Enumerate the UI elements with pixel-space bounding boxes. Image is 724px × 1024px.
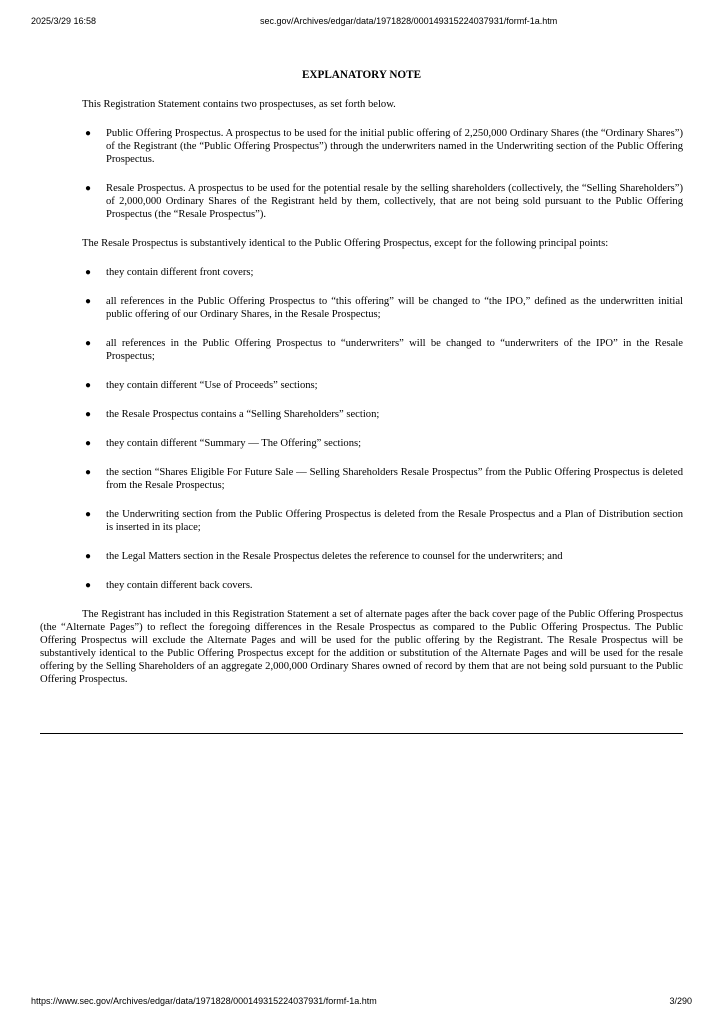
bullet-icon: ●	[85, 467, 92, 478]
list-item-text: the Underwriting section from the Public Offering Prospectus is deleted from the Resale Prospectus and a Plan of Distribution section is inserted in its place;	[106, 509, 683, 533]
bullet-icon: ●	[85, 296, 92, 307]
list-item	[40, 266, 683, 279]
list-item-text: Public Offering Prospectus. A prospectus to be used for the initial public offering of 2,250,000 Ordinary Shares (the “Ordinary Shares”) of the Registrant (the “Public Offering Prospectus”) through the underwriters named in the Underwriting section of the Public Offering Prospectus.	[106, 128, 683, 165]
differences-list	[40, 266, 683, 592]
list-item-text: the Resale Prospectus contains a “Selling Shareholders” section;	[106, 409, 380, 420]
print-datetime: 2025/3/29 16:58	[31, 16, 97, 26]
closing-paragraph: The Registrant has included in this Registration Statement a set of alternate pages after the back cover page of the Public Offering Prospectus (the “Alternate Pages”) to reflect the foregoing differences in the Resale Prospectus as compared to the Public Offering Prospectus. The Public Offering Prospectus will exclude the Alternate Pages and will be used for the public offering by the Registrant. The Resale Prospectus will be substantively identical to the Public Offering Prospectus except for the addition or substitution of the Alternate Pages and will be used for the resale offering by the Selling Shareholders of an aggregate 2,000,000 Ordinary Shares owned of record by them that are not being sold pursuant to the Public Offering Prospectus.	[40, 609, 683, 685]
document-body	[40, 69, 683, 702]
list-item-text: they contain different “Use of Proceeds” sections;	[106, 380, 318, 391]
differences-intro: The Resale Prospectus is substantively identical to the Public Offering Prospectus, except for the following principal points:	[82, 238, 609, 249]
list-item	[40, 337, 683, 363]
list-item	[40, 295, 683, 321]
bullet-icon: ●	[85, 509, 92, 520]
list-item	[40, 379, 683, 392]
list-item-text: Resale Prospectus. A prospectus to be used for the potential resale by the selling shareholders (collectively, the “Selling Shareholders”) of 2,000,000 Ordinary Shares of the Registrant held by them, collectively, that are not being sold pursuant to the Public Offering Prospectus (the “Resale Prospectus”).	[106, 183, 683, 220]
list-item	[40, 508, 683, 534]
list-item	[40, 579, 683, 592]
list-item-text: they contain different front covers;	[106, 267, 254, 278]
list-item-text: they contain different back covers.	[106, 580, 253, 591]
intro-paragraph: This Registration Statement contains two prospectuses, as set forth below.	[82, 99, 396, 110]
bullet-icon: ●	[85, 409, 92, 420]
print-footer-url: https://www.sec.gov/Archives/edgar/data/1971828/000149315224037931/formf-1a.htm	[31, 996, 377, 1006]
bullet-icon: ●	[85, 551, 92, 562]
page-number: 3/290	[669, 996, 692, 1006]
list-item	[40, 182, 683, 221]
bullet-icon: ●	[85, 580, 92, 591]
bullet-icon: ●	[85, 128, 92, 139]
bullet-icon: ●	[85, 380, 92, 391]
list-item-text: they contain different “Summary — The Offering” sections;	[106, 438, 362, 449]
list-item-text: all references in the Public Offering Prospectus to “this offering” will be changed to “the IPO,” defined as the underwritten initial public offering of our Ordinary Shares, in the Resale Prospectus;	[106, 296, 683, 320]
bullet-icon: ●	[85, 183, 92, 194]
list-item-text: the section “Shares Eligible For Future Sale — Selling Shareholders Resale Prospectus” from the Public Offering Prospectus is deleted from the Resale Prospectus;	[106, 467, 683, 491]
list-item	[40, 466, 683, 492]
print-footer	[0, 996, 724, 1010]
prospectus-list	[40, 127, 683, 221]
section-divider	[40, 733, 683, 734]
list-item-text: the Legal Matters section in the Resale Prospectus deletes the reference to counsel for the underwriters; and	[106, 551, 563, 562]
page-title: EXPLANATORY NOTE	[301, 69, 422, 81]
list-item	[40, 550, 683, 563]
list-item-text: all references in the Public Offering Prospectus to “underwriters” will be changed to “underwriters of the IPO” in the Resale Prospectus;	[106, 338, 683, 362]
bullet-icon: ●	[85, 438, 92, 449]
bullet-icon: ●	[85, 267, 92, 278]
list-item	[40, 408, 683, 421]
list-item	[40, 437, 683, 450]
bullet-icon: ●	[85, 338, 92, 349]
print-header-url: sec.gov/Archives/edgar/data/1971828/000149315224037931/formf-1a.htm	[260, 16, 558, 26]
list-item	[40, 127, 683, 166]
print-header	[0, 16, 724, 30]
